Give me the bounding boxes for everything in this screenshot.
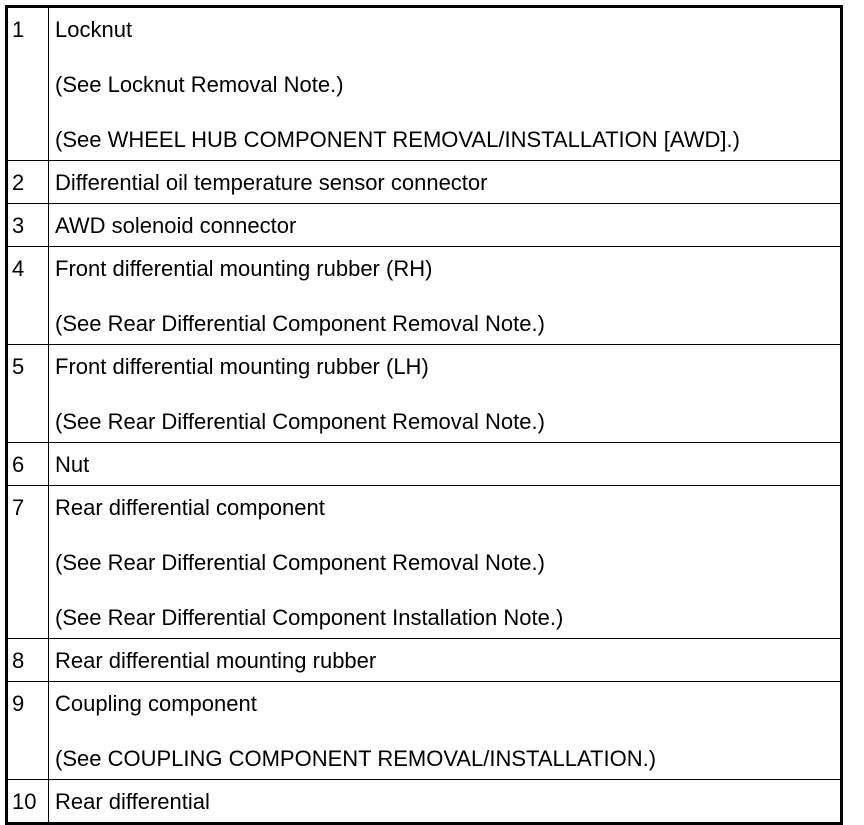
item-note[interactable]: (See Locknut Removal Note.) (55, 72, 344, 97)
item-note[interactable]: (See WHEEL HUB COMPONENT REMOVAL/INSTALLATION [AWD].) (55, 127, 740, 152)
item-name: Nut (55, 452, 90, 477)
item-note[interactable]: (See Rear Differential Component Removal Note.) (55, 550, 545, 575)
table-row (7, 486, 842, 639)
item-number: 9 (7, 682, 49, 780)
item-description (49, 486, 842, 639)
item-number: 1 (7, 7, 49, 161)
item-description (49, 247, 842, 345)
item-number: 4 (7, 247, 49, 345)
item-note[interactable]: (See Rear Differential Component Installation Note.) (55, 605, 564, 630)
item-note[interactable]: (See Rear Differential Component Removal Note.) (55, 311, 545, 336)
item-description (49, 161, 842, 204)
item-description (49, 682, 842, 780)
item-name: Rear differential mounting rubber (55, 648, 377, 673)
parts-table (5, 5, 843, 825)
table-row (7, 639, 842, 682)
table-row (7, 780, 842, 824)
item-name: Coupling component (55, 691, 257, 716)
item-number: 6 (7, 443, 49, 486)
table-row (7, 682, 842, 780)
item-note[interactable]: (See Rear Differential Component Removal Note.) (55, 409, 545, 434)
item-description (49, 345, 842, 443)
item-name: Locknut (55, 17, 133, 42)
item-name: Front differential mounting rubber (RH) (55, 256, 433, 281)
item-number: 2 (7, 161, 49, 204)
table-row (7, 345, 842, 443)
item-description (49, 780, 842, 824)
item-name: Rear differential component (55, 495, 325, 520)
item-number: 5 (7, 345, 49, 443)
item-number: 3 (7, 204, 49, 247)
table-row (7, 204, 842, 247)
item-name: Front differential mounting rubber (LH) (55, 354, 429, 379)
item-description (49, 7, 842, 161)
item-description (49, 639, 842, 682)
item-name: Rear differential (55, 789, 210, 814)
item-description (49, 204, 842, 247)
item-note[interactable]: (See COUPLING COMPONENT REMOVAL/INSTALLATION.) (55, 746, 657, 771)
item-number: 10 (7, 780, 49, 824)
table-row (7, 443, 842, 486)
table-row (7, 7, 842, 161)
item-number: 7 (7, 486, 49, 639)
item-number: 8 (7, 639, 49, 682)
item-name: AWD solenoid connector (55, 213, 297, 238)
item-name: Differential oil temperature sensor connector (55, 170, 488, 195)
table-row (7, 247, 842, 345)
table-row (7, 161, 842, 204)
item-description (49, 443, 842, 486)
